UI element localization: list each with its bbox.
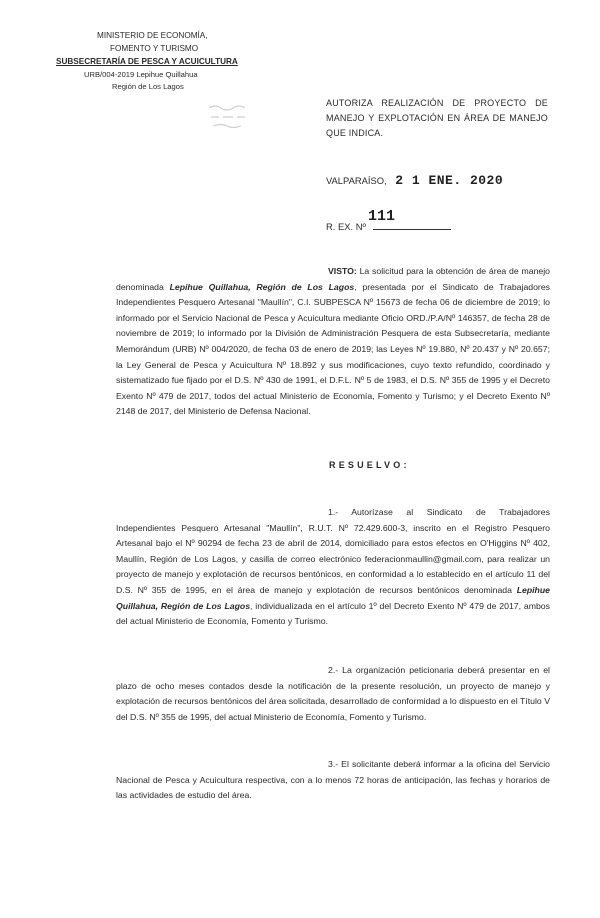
visto-label: VISTO:: [328, 266, 357, 276]
resolution-subject: AUTORIZA REALIZACIÓN DE PROYECTO DE MANEJO Y EXPLOTACIÓN EN ÁREA DE MANEJO QUE INDICA.: [326, 98, 548, 138]
article-1-text-a: 1.- Autorízase al Sindicato de Trabajadores Independientes Pesquero Artesanal "Maullín", R.U.T. Nº 72.429.600-3, inscrito en el Registro Pesquero Artesanal bajo el Nº 90294 de fecha 23 de abril de 2014, domiciliado para estos efectos en O'Higgins Nº 402, Maullín, Región de Los Lagos, y casilla de correo electrónico federacionmaullin@gmail.com, para realizar un proyecto de manejo y explotación de recursos bentónicos, en conformidad a lo establecido en el artículo 11 del D.S. Nº 355 de 1995, en el área de manejo y explotación de recursos bentónicos denominada: [116, 507, 550, 595]
article-3: 3.- El solicitante deberá informar a la oficina del Servicio Nacional de Pesca y Acuicultura respectiva, con a lo menos 72 horas de anticipación, las fechas y horarios de las actividades de estudio del área.: [116, 759, 550, 801]
article-2: 2.- La organización peticionaria deberá presentar en el plazo de ocho meses contados desde la notificación de la presente resolución, un proyecto de manejo y explotación de recursos bentónicos del área solicitada, desarrollado de conformidad a lo dispuesto en el Título V del D.S. Nº 355 de 1995, del actual Ministerio de Economía, Fomento y Turismo.: [116, 665, 550, 722]
resolution-number-line: [326, 208, 451, 232]
ministry-name-2: FOMENTO Y TURISMO: [110, 44, 199, 53]
article-1: [116, 505, 550, 630]
visto-text-a: La solicitud para la obtención de área de manejo denominada: [116, 266, 550, 292]
visto-paragraph: [116, 264, 550, 420]
subsecretariat-name: SUBSECRETARÍA DE PESCA Y ACUICULTURA: [56, 57, 238, 66]
article-1-area-name: Lepihue Quillahua, Región de Los Lagos: [116, 584, 550, 611]
ministry-name: MINISTERIO DE ECONOMÍA,: [97, 31, 208, 40]
file-reference: URB/004-2019 Lepihue Quillahua: [84, 70, 198, 79]
place-label: VALPARAÍSO,: [326, 175, 387, 186]
resolution-number: 111: [368, 208, 396, 225]
article-1-text-b: , individualizada en el artículo 1º del Decreto Exento Nº 479 de 2017, ambos del actual Ministerio de Economía, Fomento y Turismo.: [116, 600, 550, 627]
resolution-date: 2 1 ENE. 2020: [395, 173, 504, 188]
visto-area-name: Lepihue Quillahua, Región de Los Lagos: [169, 281, 355, 292]
place-and-date: [326, 173, 503, 188]
region-name: Región de Los Lagos: [112, 82, 184, 91]
visto-text-b: , presentada por el Sindicato de Trabajadores Independientes Pesquero Artesanal "Maullín", C.I. SUBPESCA Nº 15673 de fecha 06 de diciembre de 2019; lo informado por el Servicio Nacional de Pesca y Acuicultura mediante Oficio ORD./P.A/Nº 146357, de fecha 28 de noviembre de 2019; lo informado por la División de Administración Pesquera de esta Subsecretaría, mediante Memorándum (URB) Nº 004/2020, de fecha 03 de enero de 2019; las Leyes Nº 19.880, Nº 20.437 y Nº 20.657; la Ley General de Pesca y Acuicultura Nº 18.892 y sus modificaciones, cuyo texto refundido, coordinado y sistematizado fue fijado por el D.S. Nº 430 de 1991, el D.F.L. Nº 5 de 1983, el D.S. Nº 355 de 1995 y el Decreto Exento Nº 479 de 2017, todos del actual Ministerio de Economía, Fomento y Turismo; y el Decreto Exento Nº 2148 de 2017, del Ministerio de Defensa Nacional.: [116, 281, 551, 417]
resuelvo-heading: RESUELVO:: [329, 460, 410, 470]
faded-stamp-icon: [205, 100, 251, 134]
resolution-number-label: R. EX. Nº: [326, 221, 366, 232]
